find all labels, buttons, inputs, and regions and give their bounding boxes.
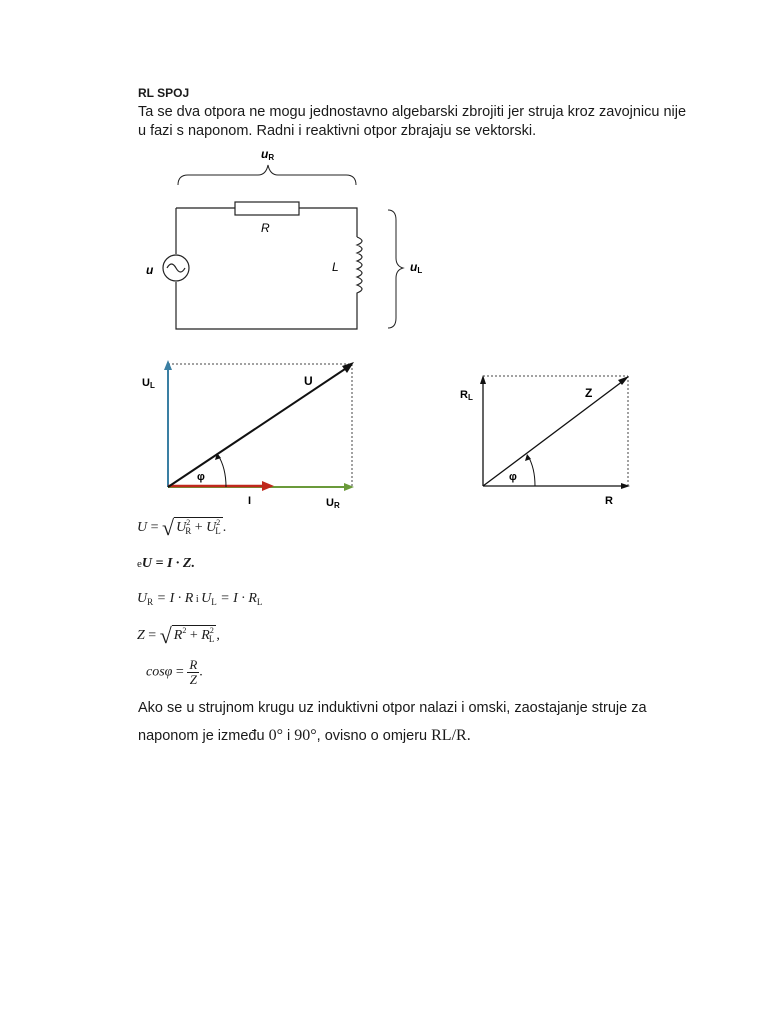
angle-zero: 0° bbox=[268, 727, 283, 744]
label-R: R bbox=[605, 495, 613, 507]
equation-component-voltages: $U_R = I \cdot R$ i $U_L = I \cdot R_L$ bbox=[137, 591, 263, 607]
angle-arc bbox=[528, 456, 535, 486]
label-I: I bbox=[248, 495, 252, 507]
section-heading: RL SPOJ bbox=[138, 86, 190, 100]
label-u: u bbox=[146, 263, 154, 277]
equation-voltage-magnitude: U = √ $U^2_R + U^2_L$ . bbox=[137, 515, 227, 540]
label-RL: RL bbox=[460, 389, 473, 402]
arrowhead-R bbox=[621, 483, 630, 489]
label-phi: φ bbox=[509, 471, 517, 483]
ratio-RL-R: RL/R bbox=[431, 727, 467, 744]
equation-ohms-law: eU = I · Z. bbox=[137, 556, 195, 571]
label-R: R bbox=[261, 221, 270, 235]
rl-circuit-diagram bbox=[130, 140, 450, 340]
brace-right bbox=[388, 210, 403, 328]
closing-end: . bbox=[466, 727, 471, 744]
closing-paragraph bbox=[138, 694, 698, 750]
equation-power-factor: cosφ = $\frac{R}{Z}$ . bbox=[146, 657, 203, 687]
brace-top bbox=[178, 165, 356, 185]
closing-text-3: , ovisno o omjeru bbox=[316, 728, 432, 744]
equation-impedance: Z = √ $R^2 + R^2_L$ , bbox=[137, 623, 220, 648]
vector-U bbox=[168, 367, 348, 487]
vector-Z bbox=[483, 381, 623, 486]
closing-text-2: i bbox=[282, 728, 295, 744]
label-UR: UR bbox=[326, 497, 340, 510]
arrowhead-RL bbox=[480, 375, 486, 384]
label-Z: Z bbox=[585, 386, 593, 400]
arrowhead-I bbox=[262, 481, 274, 491]
label-UL: UL bbox=[142, 377, 155, 390]
label-uL: uL bbox=[410, 260, 423, 275]
label-phi: φ bbox=[197, 471, 205, 483]
intro-paragraph: Ta se dva otpora ne mogu jednostavno algebarski zbrojiti jer struja kroz zavojnicu nije u fazi s naponom. Radni i reaktivni otpor zbrajaju se vektorski. bbox=[138, 104, 687, 139]
label-uR: uR bbox=[261, 147, 275, 162]
angle-arc bbox=[218, 455, 226, 487]
closing-text-1: Ako se u strujnom krugu uz induktivni otpor nalazi i omski, zaostajanje struje za naponom je između bbox=[138, 700, 647, 744]
resistor bbox=[235, 202, 299, 215]
label-U: U bbox=[304, 374, 313, 388]
label-L: L bbox=[332, 260, 339, 274]
angle-ninety: 90° bbox=[294, 727, 317, 744]
inductor bbox=[357, 237, 362, 296]
impedance-triangle-diagram bbox=[455, 366, 650, 514]
voltage-phasor-diagram bbox=[138, 356, 368, 514]
arrowhead-UL bbox=[164, 360, 172, 370]
